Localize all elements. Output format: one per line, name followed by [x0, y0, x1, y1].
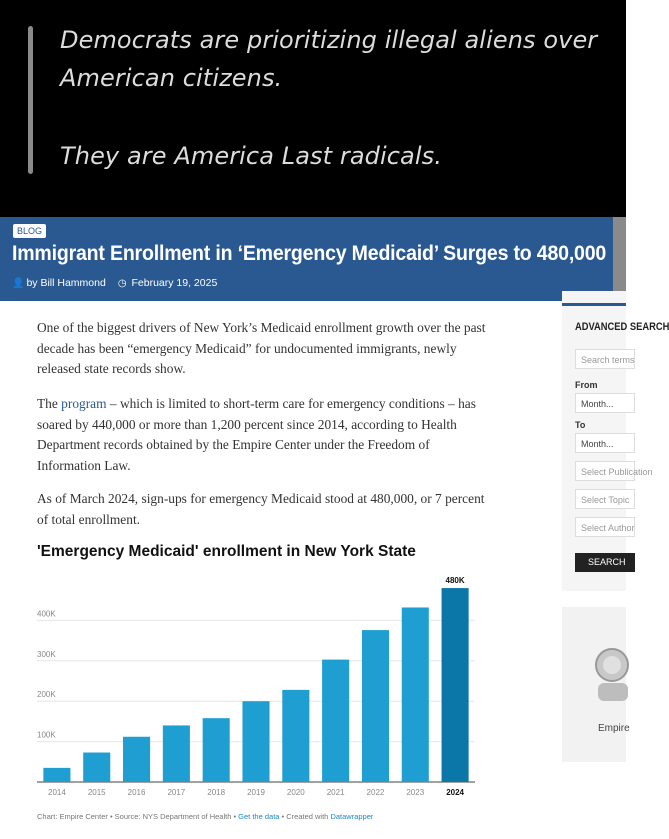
quote-bar [28, 26, 33, 174]
sidebar-top-rule [562, 303, 626, 306]
quote-line-1: Democrats are prioritizing illegal aliens over [60, 26, 598, 54]
topic-select[interactable]: Select Topic [575, 489, 635, 509]
footer-mid: • Created with [279, 812, 331, 821]
search-button[interactable]: SEARCH [575, 553, 635, 572]
paragraph-1: One of the biggest drivers of New York’s Medicaid enrollment growth over the past decade has been “emergency Medicaid” for undocumented immigrants, newly released state records show. [37, 320, 486, 376]
banner-edge [613, 217, 626, 291]
program-link[interactable]: program [61, 396, 107, 411]
chart-footer [37, 812, 373, 821]
x-tick-label: 2021 [326, 788, 345, 797]
x-tick-label: 2016 [127, 788, 146, 797]
clock-icon: ◷ [117, 278, 127, 289]
x-tick-label: 2014 [48, 788, 66, 797]
x-tick-label: 2017 [167, 788, 186, 797]
search-terms-input[interactable]: Search terms [575, 349, 635, 369]
byline [12, 277, 217, 289]
bar-chart [30, 566, 480, 806]
get-data-link[interactable]: Get the data [238, 812, 280, 821]
publication-select[interactable]: Select Publication [575, 461, 635, 481]
x-tick-label: 2024 [446, 788, 464, 797]
bar [203, 718, 230, 782]
from-month-select[interactable]: Month... [575, 393, 635, 413]
y-tick-label: 300K [37, 649, 56, 659]
bar [43, 768, 70, 782]
bar [402, 607, 429, 782]
bar [123, 737, 150, 782]
panel-caption: Empire [598, 723, 630, 734]
x-tick-label: 2019 [247, 788, 265, 797]
bar [362, 630, 389, 782]
datawrapper-link[interactable]: Datawrapper [330, 812, 374, 821]
paragraph-3: As of March 2024, sign-ups for emergency Medicaid stood at 480,000, or 7 percent of total enrollment. [37, 491, 485, 527]
quote-line-3: They are America Last radicals. [60, 142, 442, 170]
footer-source: Chart: Empire Center • Source: NYS Department of Health • [37, 812, 239, 821]
y-tick-label: 100K [37, 730, 56, 740]
to-month-select[interactable]: Month... [575, 433, 635, 453]
from-label: From [575, 380, 598, 390]
to-label: To [575, 420, 586, 430]
paragraph-2-rest: – which is limited to short-term care for emergency conditions – has soared by 440,000 or more than 1,200 percent since 2014, according to Health Department records obtained by the Empire Center under the Freedom of Information Law. [37, 396, 476, 473]
author-select[interactable]: Select Author [575, 517, 635, 537]
x-tick-label: 2023 [406, 788, 425, 797]
bar [83, 753, 110, 782]
bar [322, 660, 349, 782]
bar [163, 725, 190, 782]
x-tick-label: 2015 [87, 788, 106, 797]
article-title: Immigrant Enrollment in ‘Emergency Medicaid’ Surges to 480,000 [12, 242, 607, 265]
advanced-search-heading: ADVANCED SEARCH [575, 321, 669, 333]
blog-badge[interactable]: BLOG [13, 224, 46, 238]
paragraph-2 [37, 394, 487, 476]
user-icon: 👤 [12, 278, 25, 289]
y-tick-label: 400K [37, 609, 56, 619]
author-link[interactable]: by Bill Hammond [26, 277, 106, 289]
bar [442, 588, 469, 782]
paragraph-2-start: The [37, 396, 62, 411]
bar [282, 690, 309, 782]
x-tick-label: 2018 [207, 788, 226, 797]
chart-title: 'Emergency Medicaid' enrollment in New York State [37, 543, 416, 560]
x-tick-label: 2020 [286, 788, 305, 797]
article-date: February 19, 2025 [131, 277, 218, 289]
bar [242, 701, 269, 782]
data-label: 480K [445, 576, 465, 586]
sidebar-panel [562, 607, 630, 762]
quote-block [0, 0, 626, 217]
y-tick-label: 200K [37, 690, 56, 700]
person-figure-icon [590, 643, 630, 703]
quote-line-2: American citizens. [60, 64, 283, 92]
x-tick-label: 2022 [366, 788, 385, 797]
